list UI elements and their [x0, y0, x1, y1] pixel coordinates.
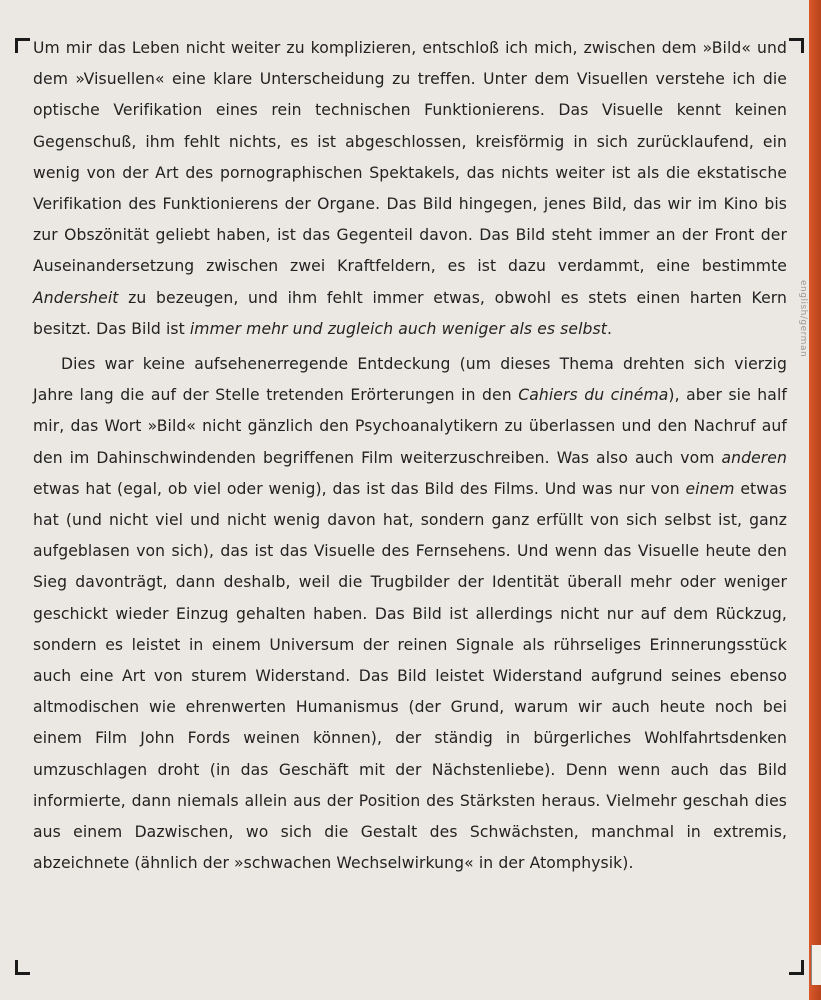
body-text — [33, 33, 787, 879]
paragraph-1-text-2: zu bezeugen, und ihm fehlt immer etwas, obwohl es stets einen harten Kern besitzt. Das Bild ist — [33, 288, 787, 338]
paragraph-1-italic-1: Andersheit — [33, 288, 119, 307]
paragraph-1 — [33, 33, 787, 345]
paragraph-2-italic-1: Cahiers du cinéma — [518, 386, 669, 405]
paragraph-2 — [33, 349, 787, 879]
paragraph-2-italic-3: einem — [685, 479, 735, 498]
corner-mark-bottom-right — [789, 960, 804, 975]
paragraph-2-text-2: ), aber sie half mir, das Wort »Bild« nicht gänzlich den Psychoanalytikern zu überlassen und den Nachruf auf den im Dahinschwindenden begriffenen Film weiterzuschreiben. Was also auch vom — [33, 386, 787, 467]
side-label: english/german — [798, 280, 808, 358]
paragraph-1-text-3: . — [606, 319, 613, 338]
paragraph-2-text-3: etwas hat (egal, ob viel oder wenig), das ist das Bild des Films. Und was nur von — [33, 479, 686, 498]
corner-mark-top-left — [15, 38, 30, 53]
edge-tab — [811, 945, 821, 985]
paragraph-2-text-4: etwas hat (und nicht viel und nicht wenig davon hat, sondern ganz erfüllt von sich selbst ist, ganz aufgeblasen von sich), das ist das Visuelle des Fernsehens. Und wenn das Visuelle heute den Sieg davonträgt, dann deshalb, weil die Trugbilder der Identität überall mehr oder weniger geschickt wieder Einzug gehalten haben. Das Bild ist allerdings nicht nur auf dem Rückzug, sondern es leistet in einem Universum der reinen Signale als rührseliges Erinnerungsstück auch eine Art von sturem Widerstand. Das Bild leistet Widerstand aufgrund seines ebenso altmodischen wie ehrenwerten Humanismus (der Grund, warum wir auch heute noch bei einem Film John Fords weinen können), der ständig in bürgerliches Wohlfahrtsdenken umzuschlagen droht (in das Geschäft mit der Nächstenliebe). Denn wenn auch das Bild informierte, dann niemals allein aus der Position des Stärksten heraus. Vielmehr geschah dies aus einem Dazwischen, wo sich die Gestalt des Schwächsten, manchmal in extremis, abzeichnete (ähnlich der »schwachen Wechselwirkung« in der Atomphysik). — [33, 479, 787, 873]
paragraph-1-text-1: Um mir das Leben nicht weiter zu komplizieren, entschloß ich mich, zwischen dem »Bild« und dem »Visuellen« eine klare Unterscheidung zu treffen. Unter dem Visuellen verstehe ich die optische Verifikation eines rein technischen Funktionierens. Das Visuelle kennt keinen Gegenschuß, ihm fehlt nichts, es ist abgeschlossen, kreisförmig in sich zurücklaufend, ein wenig von der Art des pornographischen Spektakels, das nichts weiter ist als die ekstatische Verifikation des Funktionierens der Organe. Das Bild hingegen, jenes Bild, das wir im Kino bis zur Obszönität geliebt haben, ist das Gegenteil davon. Das Bild steht immer an der Front der Auseinandersetzung zwischen zwei Kraftfeldern, es ist dazu verdammt, eine bestimmte — [33, 39, 787, 276]
paragraph-2-italic-2: anderen — [721, 448, 787, 467]
corner-mark-bottom-left — [15, 960, 30, 975]
corner-mark-top-right — [789, 38, 804, 53]
page-edge — [809, 0, 821, 1000]
paragraph-2-text-1: Dies war keine aufsehenerregende Entdeckung (um dieses Thema drehten sich vierzig Jahre lang die auf der Stelle tretenden Erörterungen in den — [33, 355, 787, 405]
paragraph-1-italic-2: immer mehr und zugleich auch weniger als es selbst — [189, 319, 607, 338]
